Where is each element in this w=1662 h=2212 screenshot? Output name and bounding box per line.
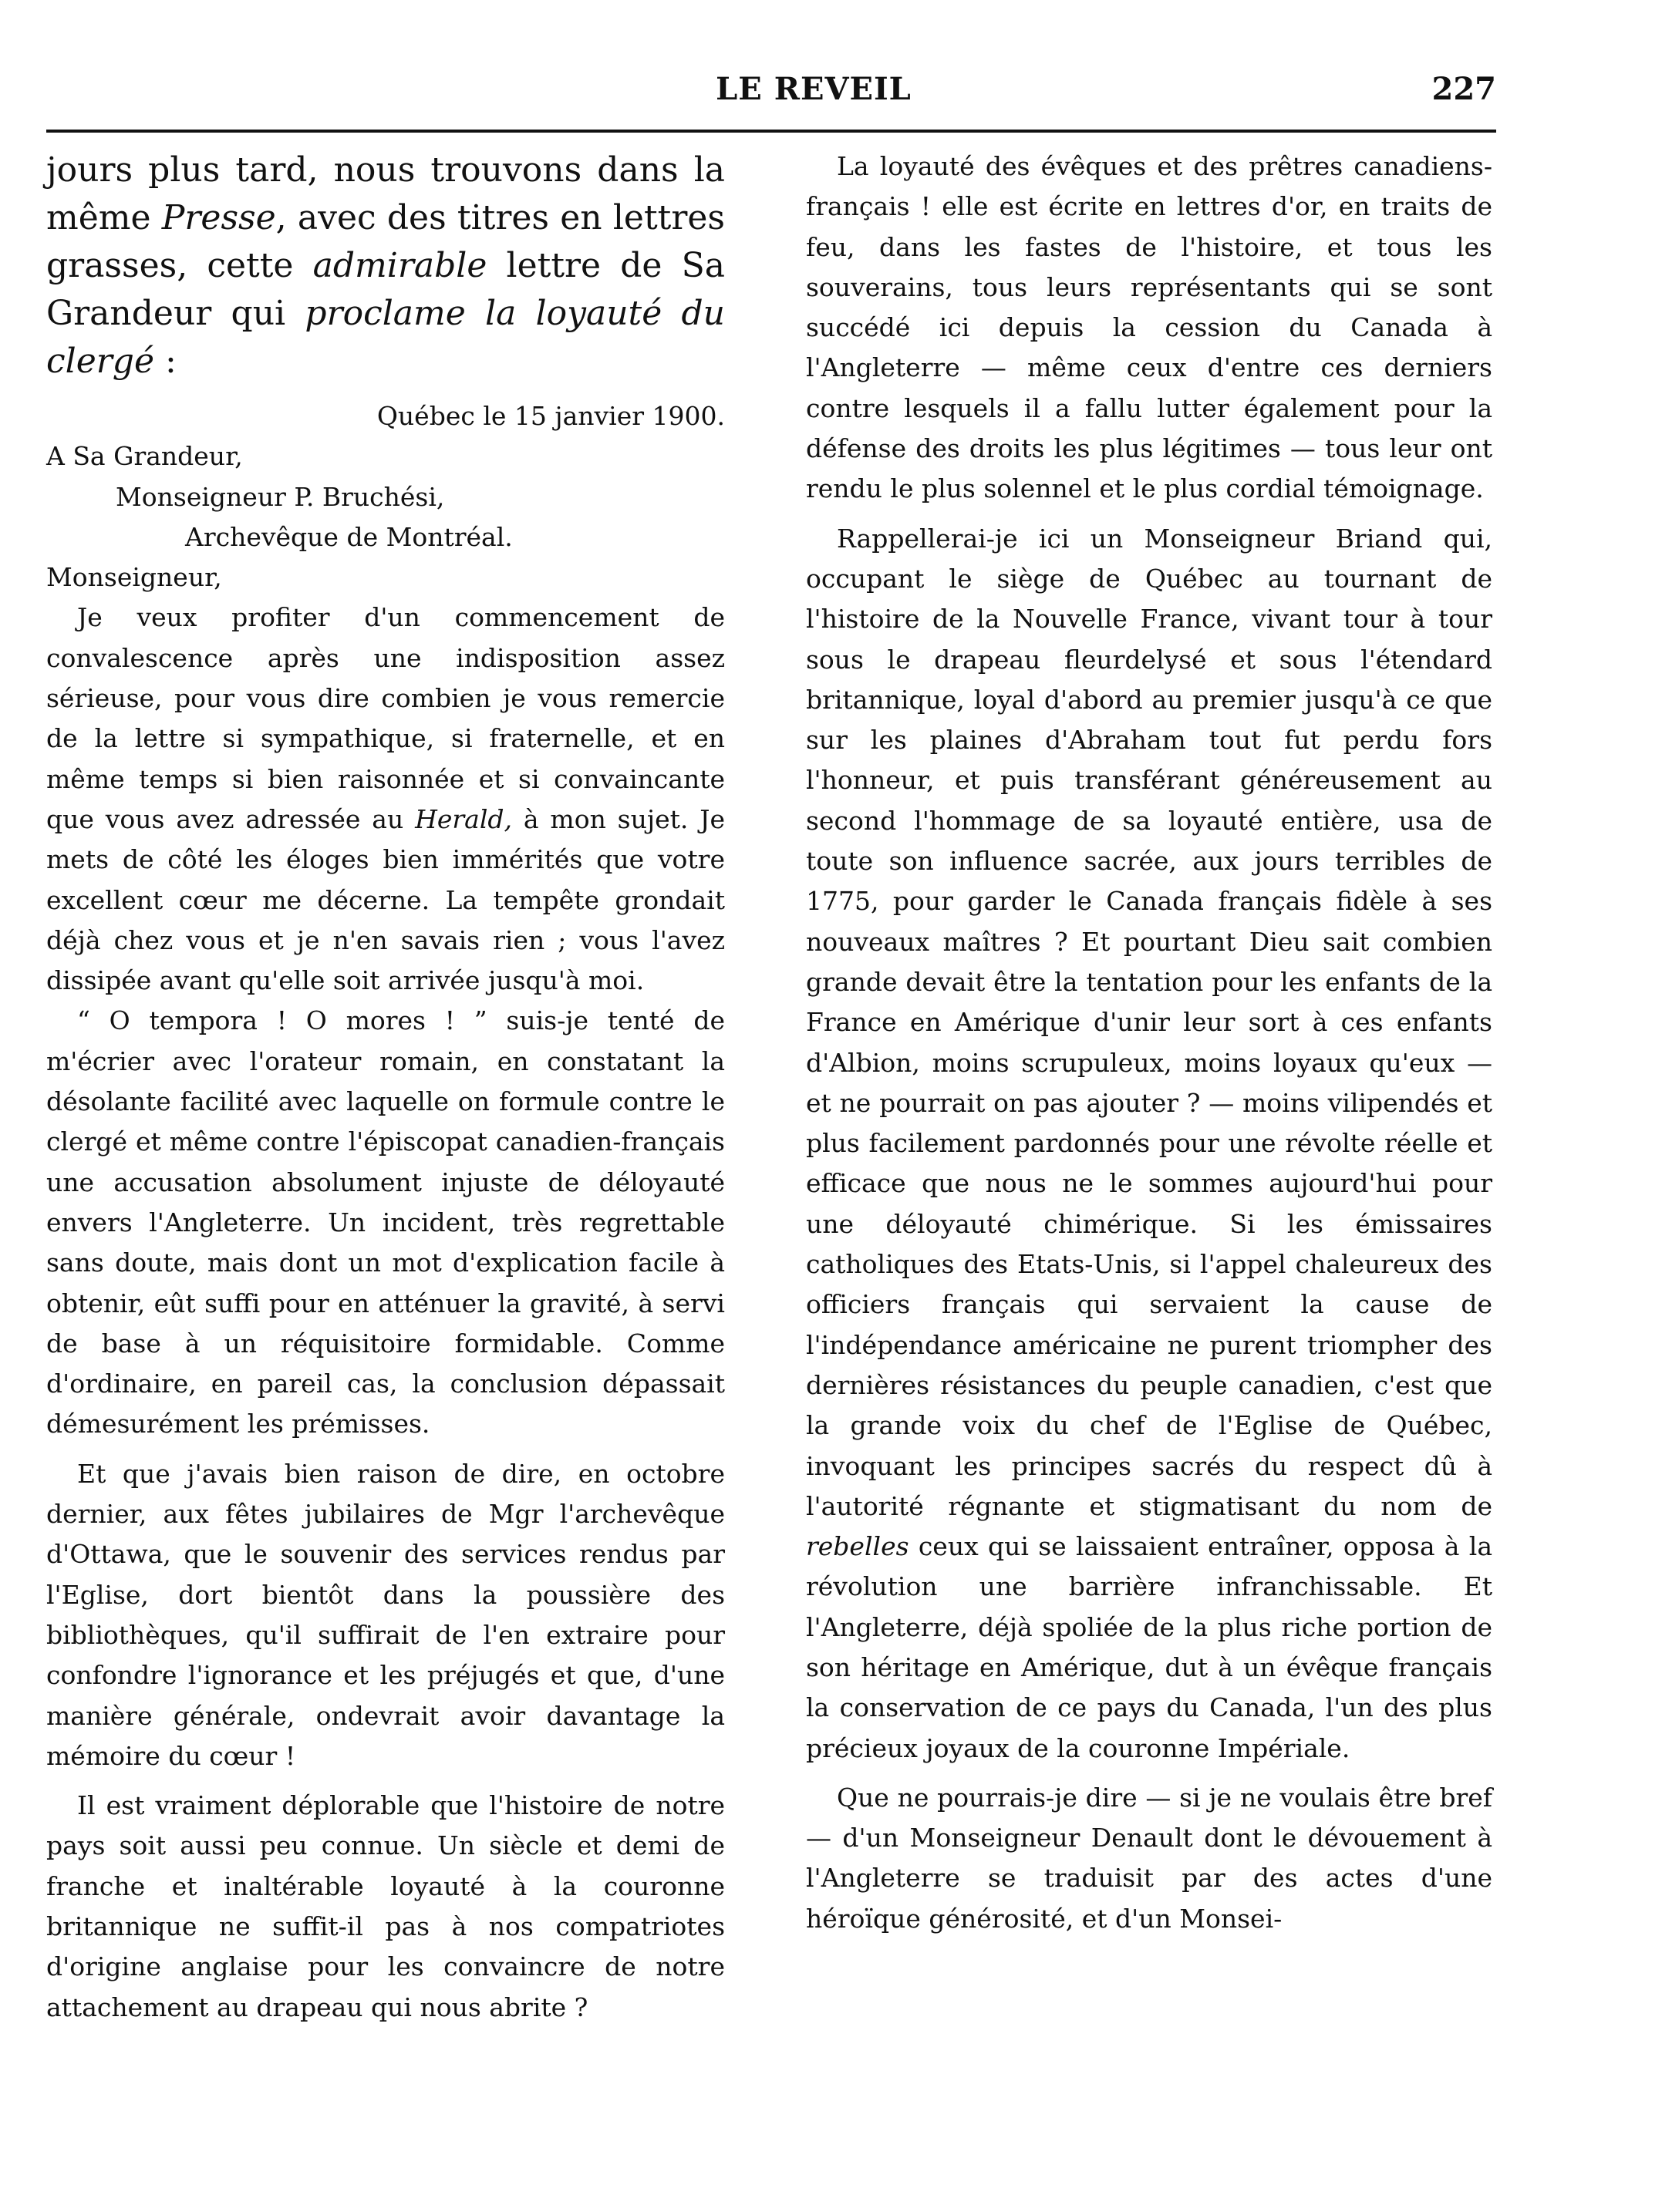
letter-p1-text-2: à mon sujet. Je mets de côté les éloges bien immérités que votre excellent cœur me décerne. La tempête grondait déjà chez vous et je n'en savais rien ; vous l'avez dissipée avant qu'elle soit arrivée jusqu'à moi. bbox=[46, 803, 726, 996]
address-line-3: Archevêque de Montréal. bbox=[185, 521, 513, 552]
letter-paragraph-7: Que ne pourrais-je dire — si je ne voulais être bref — d'un Monseigneur Denault dont le dévouement à l'Angleterre se traduisit par des actes d'une héroïque générosité, et d'un Monsei- bbox=[806, 1782, 1492, 1934]
journal-title: LE REVEIL bbox=[716, 71, 912, 107]
letter-paragraph-3: Et que j'avais bien raison de dire, en octobre dernier, aux fêtes jubilaires de Mgr l'archevêque d'Ottawa, que le souvenir des services rendus par l'Eglise, dort bientôt dans la poussière des bibliothèques, qu'il suffirait de l'en extraire pour confondre l'ignorance et les préjugés et que, d'une manière générale, ondevrait avoir davantage la mémoire du cœur ! bbox=[46, 1458, 725, 1771]
letter-paragraph-4: Il est vraiment déplorable que l'histoire de notre pays soit aussi peu connue. Un siècle et demi de franche et inaltérable loyauté à la couronne britannique ne suffit-il pas à nos compatriotes d'origine anglaise pour les convaincre de notre attachement au drapeau qui nous abrite ? bbox=[46, 1790, 725, 2022]
letter-paragraph-2: “ O tempora ! O mores ! ” suis-je tenté de m'écrier avec l'orateur romain, en constatant la désolante facilité avec laquelle on formule contre le clergé et même contre l'épiscopat canadien-français une accusation absolument injuste de déloyauté envers l'Angleterre. Un incident, très regrettable sans doute, mais dont un mot d'explication facile à obtenir, eût suffi pour en atténuer la gravité, à servi de base à un réquisitoire formidable. Comme d'ordinaire, en pareil cas, la conclusion dépassait démesurément les prémisses. bbox=[46, 1005, 725, 1439]
intro-paragraph bbox=[46, 146, 725, 386]
letter-p6-text-1: Rappellerai-je ici un Monseigneur Briand qui, occupant le siège de Québec au tournant de l'histoire de la Nouvelle France, vivant tour à tour sous le drapeau fleurdelysé et sous l'étendard britannique, loyal d'abord au premier jusqu'à ce que sur les plaines d'Abraham tout fut perdu fors l'honneur, et puis transférant généreusement au second l'hommage de sa loyauté entière, usa de toute son influence sacrée, aux jours terribles de 1775, pour garder le Canada français fidèle à ses nouveaux maîtres ? Et pourtant Dieu sait combien grande devait être la tentation pour les enfants de la France en Amérique d'unir leur sort à ces enfants d'Albion, moins scrupuleux, moins loyaux qu'eux — et ne pourrait on pas ajouter ? — moins vilipendés et plus facilement pardonnés pour une révolte réelle et efficace que nous ne le sommes aujourd'hui pour une déloyauté chimérique. Si les émissaires catholiques des Etats-Unis, si l'appel chaleureux des officiers français qui servaient la cause de l'indépendance américaine ne purent triompher des dernières résistances du peuple canadien, c'est que la grande voix du chef de l'Eglise de Québec, invoquant les principes sacrés du respect dû à l'autorité régnante et stigmatisant du nom de bbox=[806, 523, 1492, 1521]
letter-p6-text-2: ceux qui se laissaient entraîner, opposa à la révolution une barrière infranchissable. Et l'Angleterre, déjà spoliée de la plus riche portion de son héritage en Amérique, dut à un évêque français la conservation de ce pays du Canada, l'un des plus précieux joyaux de la couronne Impériale. bbox=[806, 1531, 1492, 1763]
running-head bbox=[46, 71, 1496, 117]
page-number: 227 bbox=[1431, 71, 1496, 107]
intro-text-1: jours plus tard, nous trouvons dans la même bbox=[46, 150, 725, 237]
salutation: Monseigneur, bbox=[46, 562, 222, 593]
intro-italic-proclame: proclame la loyauté du clergé bbox=[46, 294, 725, 381]
letter-paragraph-6 bbox=[806, 519, 1492, 1769]
letter-paragraph-1 bbox=[46, 598, 725, 1001]
left-column bbox=[46, 146, 725, 2028]
address-line-1: A Sa Grandeur, bbox=[46, 441, 243, 472]
intro-italic-presse: Presse bbox=[161, 198, 276, 237]
intro-text-3: lettre de Sa Grandeur qui bbox=[46, 246, 725, 333]
intro-italic-admirable: admirable bbox=[312, 246, 487, 285]
address-line-2: Monseigneur P. Bruchési, bbox=[116, 481, 445, 512]
header-rule bbox=[46, 130, 1496, 133]
letter-address bbox=[46, 436, 725, 598]
letter-p1-text-1: Je veux profiter d'un commencement de convalescence après une indisposition assez sérieuse, pour vous dire combien je vous remercie de la lettre si sympathique, si fraternelle, et en même temps si bien raisonnée et si convaincante que vous avez adressée au bbox=[46, 602, 725, 834]
letter-date: Québec le 15 janvier 1900. bbox=[376, 401, 725, 431]
right-column bbox=[806, 146, 1492, 1939]
letter-paragraph-5: La loyauté des évêques et des prêtres canadiens-français ! elle est écrite en lettres d'or, en traits de feu, dans les fastes de l'histoire, et tous les souverains, tous leurs représentants qui se sont succédé ici depuis la cession du Canada à l'Angleterre — même ceux d'entre ces derniers contre lesquels il a fallu lutter également pour la défense des droits les plus légitimes — tous leur ont rendu le plus solennel et le plus cordial témoignage. bbox=[806, 151, 1492, 504]
intro-text-4: : bbox=[154, 342, 177, 381]
intro-text-2: , avec des titres en lettres grasses, cette bbox=[46, 198, 725, 285]
letter-p1-italic-herald: Herald, bbox=[415, 803, 513, 834]
letter-p6-italic-rebelles: rebelles bbox=[806, 1531, 909, 1562]
